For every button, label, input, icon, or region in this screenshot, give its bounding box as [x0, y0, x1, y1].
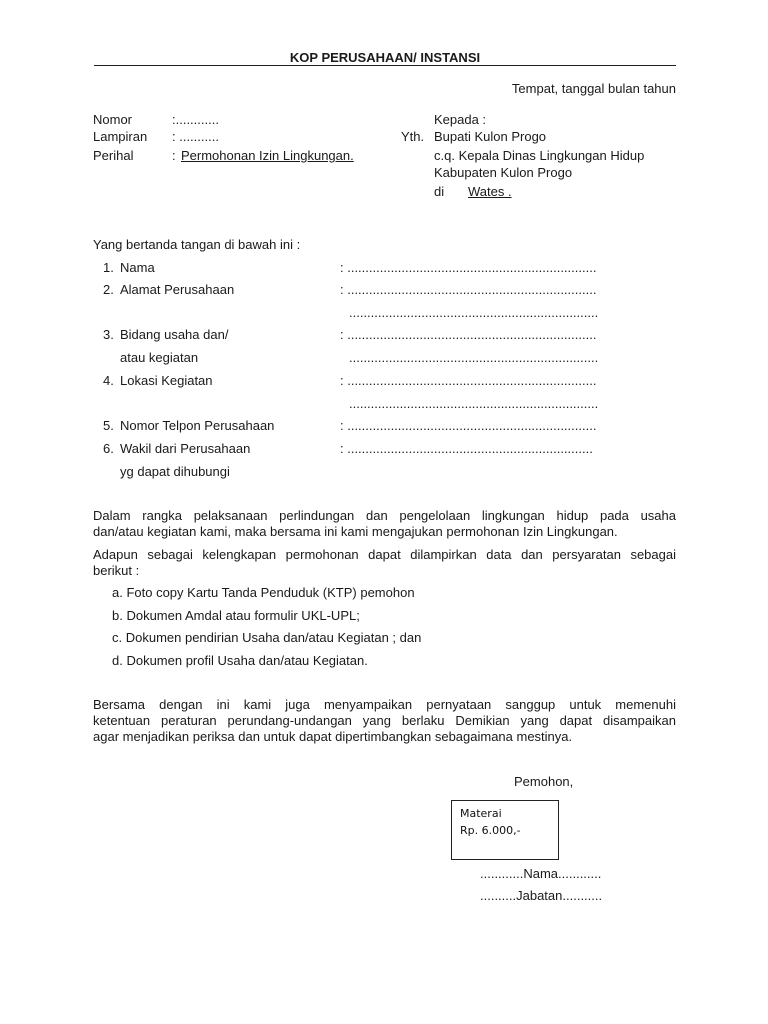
field-number: 2. — [103, 282, 114, 297]
nomor-value: :............ — [172, 112, 219, 127]
materai-stamp-box — [451, 800, 559, 860]
perihal-colon: : — [172, 148, 176, 163]
field-number: 3. — [103, 327, 114, 342]
field-value: : .................................................................... — [340, 441, 593, 456]
field-label: Lokasi Kegiatan — [120, 373, 213, 388]
materai-amount: Rp. 6.000,- — [460, 824, 521, 837]
list-item: c. Dokumen pendirian Usaha dan/atau Kegiatan ; dan — [112, 630, 422, 645]
signer-name: ............Nama............ — [480, 866, 602, 881]
recipient-line-1: Bupati Kulon Progo — [434, 129, 547, 144]
field-number: 6. — [103, 441, 114, 456]
pemohon-label: Pemohon, — [514, 774, 574, 789]
paragraph-line: Bersama dengan ini kami juga menyampaikan pernyataan sanggup untuk memenuhi — [93, 697, 676, 712]
field-value: : ..................................................................... — [340, 327, 597, 342]
yth-label: Yth. — [401, 129, 425, 144]
list-item: d. Dokumen profil Usaha dan/atau Kegiatan. — [112, 653, 368, 668]
field-value: ..................................................................... — [349, 350, 599, 365]
paragraph-line: agar menjadikan periksa dan untuk dapat dipertimbangkan sebagaimana mestinya. — [93, 729, 573, 744]
field-number: 1. — [103, 260, 114, 275]
list-item: b. Dokumen Amdal atau formulir UKL-UPL; — [112, 608, 360, 623]
recipient-line-3: Kabupaten Kulon Progo — [434, 165, 573, 180]
field-value: ..................................................................... — [349, 305, 599, 320]
field-label: Bidang usaha dan/ — [120, 327, 229, 342]
paragraph-line: dan/atau kegiatan kami, maka bersama ini kami mengajukan permohonan Izin Lingkungan. — [93, 524, 618, 539]
paragraph-line: ketentuan peraturan perundang-undangan yang berlaku Demikian yang dapat disampaikan — [93, 713, 676, 728]
paragraph-line: Dalam rangka pelaksanaan perlindungan dan pengelolaan lingkungan hidup pada usaha — [93, 508, 676, 523]
place-date: Tempat, tanggal bulan tahun — [511, 81, 676, 96]
field-number: 5. — [103, 418, 114, 433]
field-label: Wakil dari Perusahaan — [120, 441, 251, 456]
field-label: Nama — [120, 260, 155, 275]
field-label: yg dapat dihubungi — [120, 464, 230, 479]
intro-text: Yang bertanda tangan di bawah ini : — [93, 237, 301, 252]
lampiran-value: : ........... — [172, 129, 219, 144]
materai-label: Materai — [460, 807, 502, 820]
paragraph-line: berikut : — [93, 563, 140, 578]
letterhead-title: KOP PERUSAHAAN/ INSTANSI — [289, 50, 481, 65]
field-value: : ..................................................................... — [340, 282, 597, 297]
paragraph-purpose — [93, 508, 676, 540]
paragraph-closing — [93, 697, 676, 745]
paragraph-attachments-intro — [93, 547, 676, 579]
perihal-label: Perihal — [93, 148, 134, 163]
lampiran-label: Lampiran — [93, 129, 148, 144]
field-value: : ..................................................................... — [340, 418, 597, 433]
perihal-value: Permohonan Izin Lingkungan. — [181, 148, 354, 163]
field-number: 4. — [103, 373, 114, 388]
field-value: : ..................................................................... — [340, 373, 597, 388]
signer-position: ..........Jabatan........... — [480, 888, 603, 903]
kepada-label: Kepada : — [434, 112, 487, 127]
field-label: atau kegiatan — [120, 350, 199, 365]
paragraph-line: Adapun sebagai kelengkapan permohonan dapat dilampirkan data dan persyaratan sebagai — [93, 547, 676, 562]
nomor-label: Nomor — [93, 112, 133, 127]
field-label: Nomor Telpon Perusahaan — [120, 418, 275, 433]
field-value: ..................................................................... — [349, 396, 599, 411]
recipient-city: Wates . — [468, 184, 512, 199]
recipient-line-2: c.q. Kepala Dinas Lingkungan Hidup — [434, 148, 645, 163]
di-label: di — [434, 184, 445, 199]
header-divider — [94, 65, 676, 66]
field-label: Alamat Perusahaan — [120, 282, 235, 297]
field-value: : ..................................................................... — [340, 260, 597, 275]
list-item: a. Foto copy Kartu Tanda Penduduk (KTP) pemohon — [112, 585, 415, 600]
